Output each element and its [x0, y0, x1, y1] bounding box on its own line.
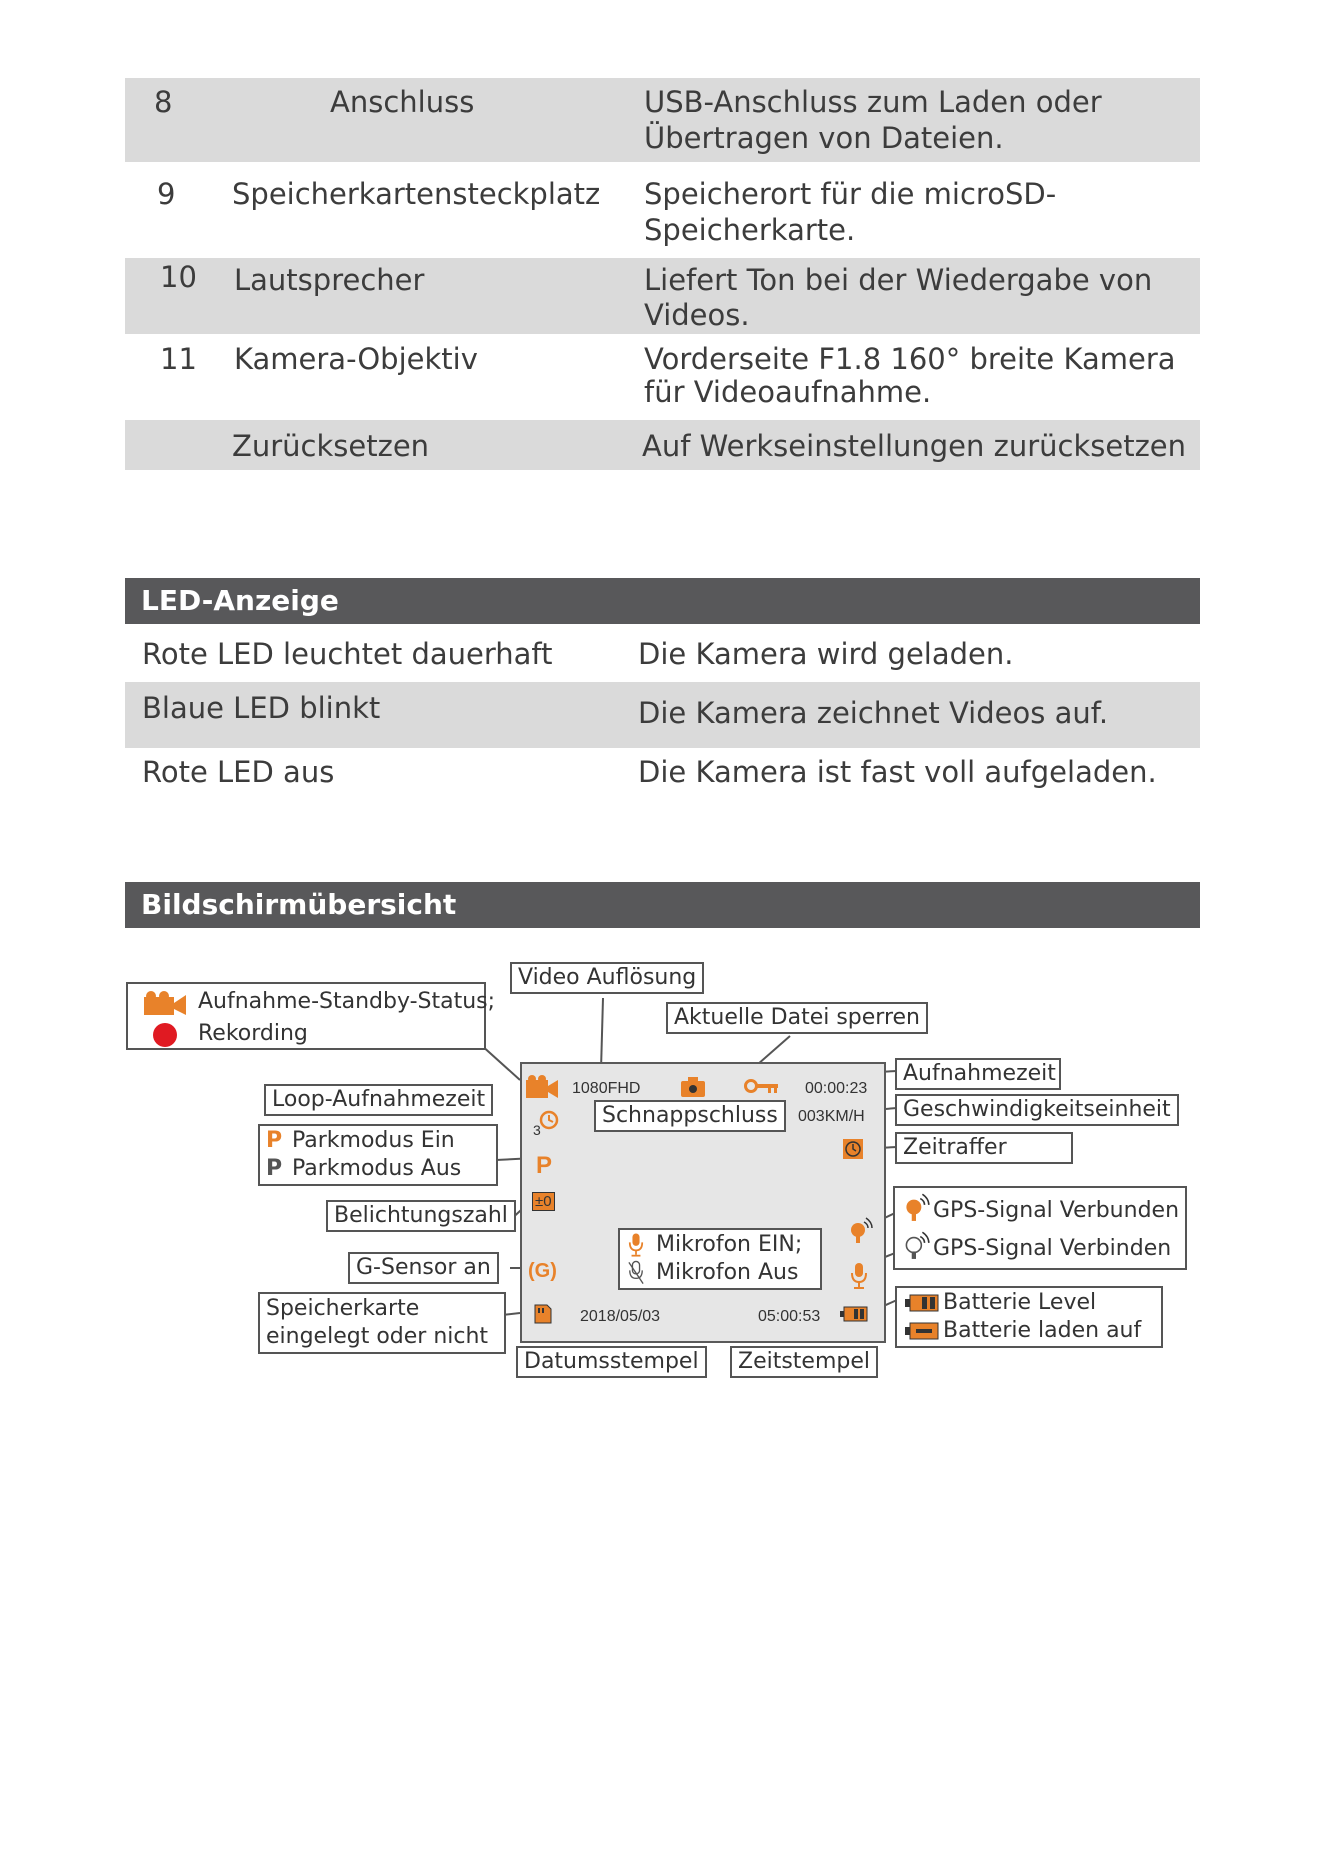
memory-card-icon	[534, 1304, 552, 1324]
mic-on-icon	[628, 1232, 644, 1258]
row-desc-line1: Liefert Ton bei der Wiedergabe von	[644, 263, 1153, 297]
row-name: Kamera-Objektiv	[234, 342, 478, 376]
row-name: Anschluss	[330, 85, 475, 119]
video-camera-icon	[524, 1074, 560, 1100]
parking-mode-icon: P	[536, 1152, 553, 1179]
label-g-sensor: G-Sensor an	[348, 1252, 499, 1284]
key-lock-icon	[744, 1078, 780, 1094]
row-desc-line1: Speicherort für die microSD-	[644, 177, 1057, 211]
led-meaning: Die Kamera zeichnet Videos auf.	[638, 696, 1109, 730]
row-name: Speicherkartensteckplatz	[232, 177, 601, 211]
row-number: 10	[160, 260, 197, 294]
led-meaning: Die Kamera ist fast voll aufgeladen.	[638, 755, 1157, 789]
record-dot-icon	[152, 1022, 178, 1048]
label-standby-recording	[126, 982, 496, 1050]
recording-text: Rekording	[198, 1021, 308, 1046]
parking-on-icon: P	[266, 1128, 283, 1153]
timelapse-clock-icon	[842, 1138, 864, 1160]
led-meaning: Die Kamera wird geladen.	[638, 637, 1014, 671]
row-number: 8	[154, 85, 173, 119]
row-desc-line2: für Videoaufnahme.	[644, 375, 932, 409]
row-number: 9	[157, 177, 176, 211]
battery-level-text: Batterie Level	[943, 1290, 1097, 1315]
row-desc-line1: Auf Werkseinstellungen zurücksetzen	[642, 429, 1187, 463]
g-sensor-icon: (G)	[528, 1260, 557, 1282]
label-gps	[893, 1186, 1187, 1270]
camera-snapshot-icon	[680, 1076, 706, 1098]
time-value: 05:00:53	[758, 1308, 821, 1325]
led-state: Rote LED aus	[142, 755, 335, 789]
parking-off-icon: P	[266, 1156, 283, 1181]
label-snapshot: Schnappschluss	[594, 1100, 786, 1132]
screen-overview-title: Bildschirmübersicht	[141, 888, 457, 921]
label-memory-card	[258, 1292, 506, 1354]
gps-connecting-icon	[901, 1228, 931, 1260]
card-text-line2: eingelegt oder nicht	[266, 1324, 489, 1349]
led-state: Blaue LED blinkt	[142, 691, 381, 725]
gps-icon	[846, 1214, 874, 1244]
row-desc-line2: Videos.	[644, 298, 750, 332]
mic-off-text: Mikrofon Aus	[656, 1260, 799, 1285]
gps-connecting-text: GPS-Signal Verbinden	[933, 1236, 1172, 1261]
mic-off-icon	[628, 1260, 644, 1286]
standby-text: Aufnahme-Standby-Status;	[198, 989, 496, 1014]
resolution-value: 1080FHD	[572, 1080, 641, 1097]
label-timelapse: Zeitraffer	[895, 1132, 1073, 1164]
date-value: 2018/05/03	[580, 1308, 661, 1325]
label-speed-unit: Geschwindigkeitseinheit	[895, 1094, 1179, 1126]
mic-on-text: Mikrofon EIN;	[656, 1232, 803, 1257]
row-desc-line2: Speicherkarte.	[644, 213, 856, 247]
row-desc-line2: Übertragen von Dateien.	[644, 121, 1004, 155]
card-text-line1: Speicherkarte	[266, 1296, 420, 1321]
led-title: LED-Anzeige	[141, 584, 339, 617]
row-name: Zurücksetzen	[232, 429, 430, 463]
battery-charging-icon	[905, 1322, 939, 1340]
video-camera-icon	[142, 989, 188, 1017]
gps-connected-text: GPS-Signal Verbunden	[933, 1198, 1180, 1223]
row-desc-line1: Vorderseite F1.8 160° breite Kamera	[644, 342, 1176, 376]
loop-minutes: 3	[533, 1122, 541, 1138]
label-microphone	[618, 1228, 822, 1290]
rec-time-value: 00:00:23	[805, 1080, 868, 1097]
speed-value: 003KM/H	[798, 1108, 865, 1125]
row-desc-line1: USB-Anschluss zum Laden oder	[644, 85, 1102, 119]
label-parking-mode	[258, 1124, 498, 1186]
row-number: 11	[160, 342, 197, 376]
exposure-icon: ±0	[532, 1192, 555, 1211]
battery-level-icon	[905, 1294, 939, 1312]
parking-off-text: Parkmodus Aus	[292, 1156, 462, 1181]
label-loop: Loop-Aufnahmezeit	[264, 1084, 493, 1116]
label-video-resolution: Video Auflösung	[510, 962, 704, 994]
led-state: Rote LED leuchtet dauerhaft	[142, 637, 553, 671]
label-lock-file: Aktuelle Datei sperren	[666, 1002, 928, 1034]
gps-connected-icon	[901, 1190, 931, 1222]
battery-icon	[840, 1306, 868, 1322]
label-exposure: Belichtungszahl	[326, 1200, 516, 1232]
row-name: Lautsprecher	[234, 263, 425, 297]
battery-charging-text: Batterie laden auf	[943, 1318, 1142, 1343]
microphone-icon	[850, 1262, 868, 1290]
label-battery	[895, 1286, 1163, 1348]
label-timestamp: Zeitstempel	[730, 1346, 878, 1378]
label-rec-time: Aufnahmezeit	[895, 1058, 1061, 1090]
label-datestamp: Datumsstempel	[516, 1346, 707, 1378]
parking-on-text: Parkmodus Ein	[292, 1128, 455, 1153]
